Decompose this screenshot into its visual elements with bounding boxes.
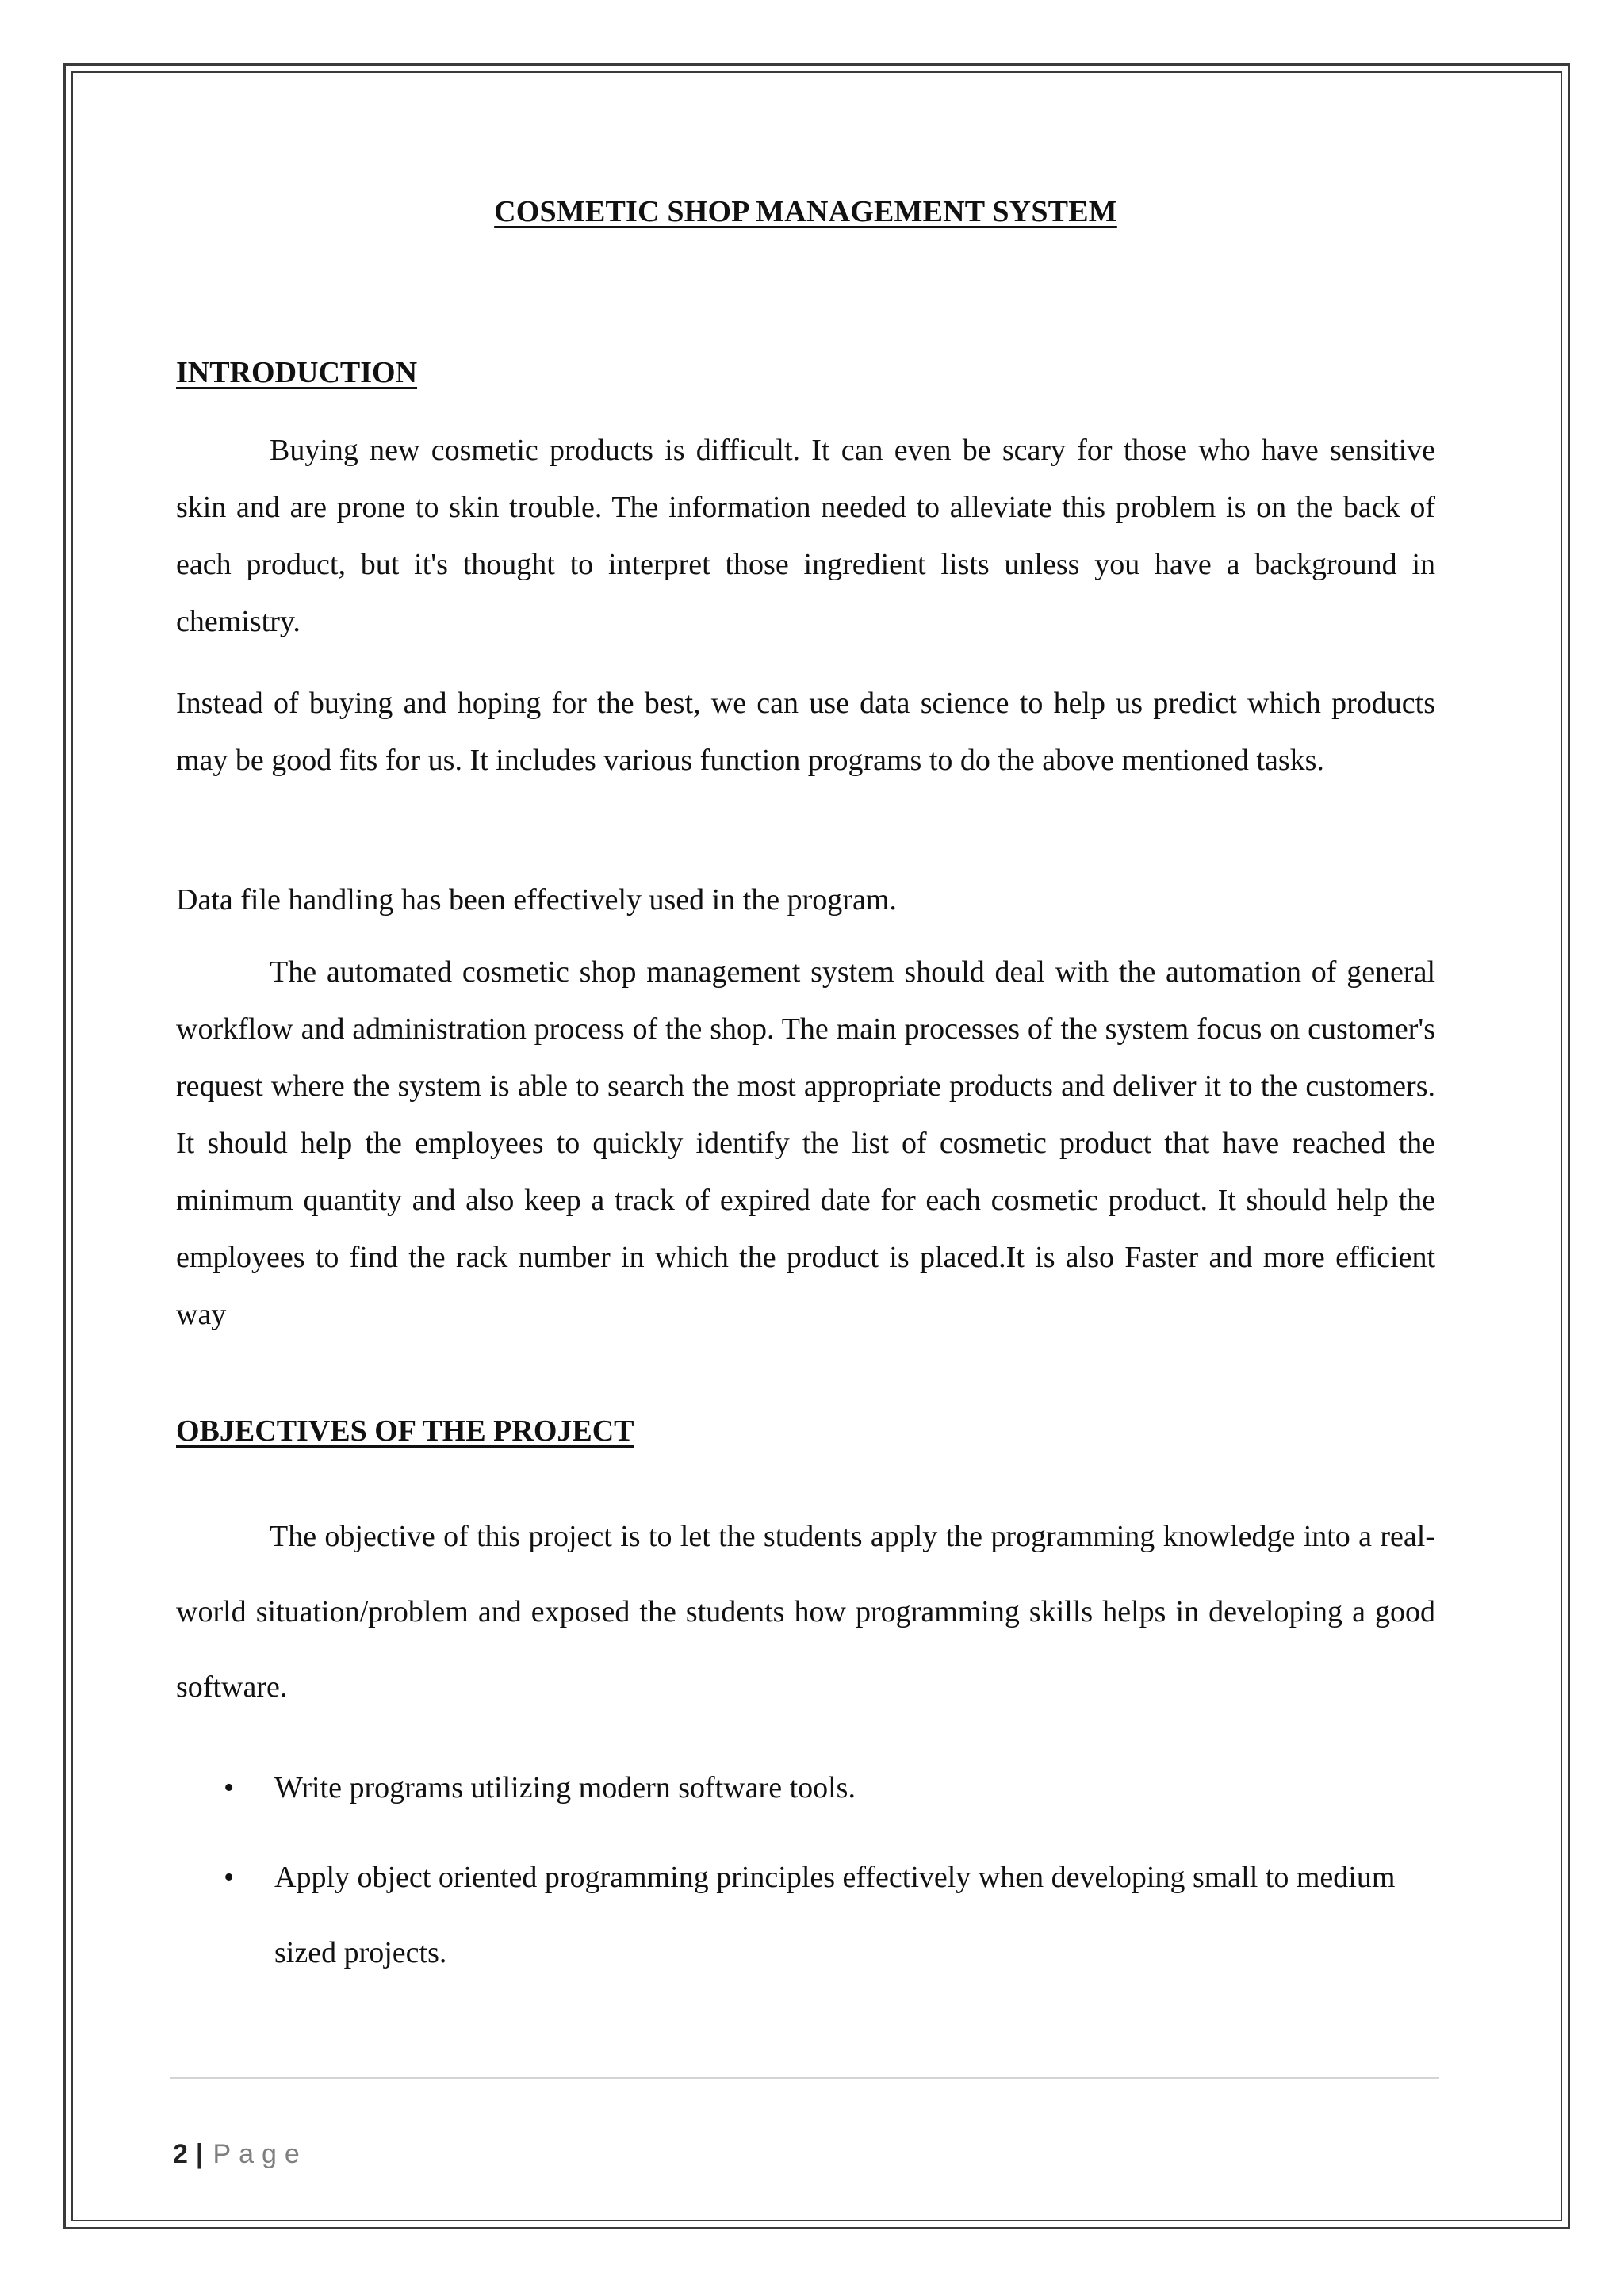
objectives-bullet-list	[176, 1751, 1435, 2005]
objectives-paragraph: The objective of this project is to let the students apply the programming knowledge into a real- world situation/problem and exposed the students how programming skills helps in developing a good software.	[176, 1520, 1435, 1704]
introduction-paragraph-4: The automated cosmetic shop management system should deal with the automation of general workflow and administration process of the shop. The main processes of the system focus on customer's request where the system is able to search the most appropriate products and deliver it to the customers. It should help the employees to quickly identify the list of cosmetic product that have reached the minimum quantity and also keep a track of expired date for each cosmetic product. It should help the employees to find the rack number in which the product is placed.It is also Faster and more efficient way	[176, 955, 1435, 1331]
bullet-icon: •	[224, 1861, 235, 1894]
list-item	[176, 1840, 1435, 1991]
page-footer	[173, 2139, 308, 2170]
introduction-paragraph-1: Buying new cosmetic products is difficult. It can even be scary for those who have sensitive skin and are prone to skin trouble. The information needed to alleviate this problem is on the back of each product, but it's thought to interpret those ingredient lists unless you have a background in chemistry.	[176, 434, 1435, 638]
list-item	[176, 1751, 1435, 1826]
bullet-text: Write programs utilizing modern software tools.	[274, 1771, 856, 1804]
page-label: Page	[213, 2139, 308, 2169]
introduction-paragraph-3: Data file handling has been effectively used in the program.	[176, 883, 897, 916]
introduction-paragraph-2: Instead of buying and hoping for the best, we can use data science to help us predict which products may be good fits for us. It includes various function programs to do the above mentioned tasks.	[176, 687, 1435, 777]
bullet-icon: •	[224, 1771, 235, 1804]
document-title: COSMETIC SHOP MANAGEMENT SYSTEM	[494, 195, 1117, 228]
footer-separator: |	[195, 2139, 204, 2169]
page-number: 2	[173, 2139, 188, 2169]
footer-divider	[170, 2077, 1439, 2079]
introduction-heading: INTRODUCTION	[176, 356, 418, 389]
bullet-text: Apply object oriented programming principles effectively when developing small to medium sized projects.	[274, 1861, 1396, 1969]
objectives-heading: OBJECTIVES OF THE PROJECT	[176, 1414, 634, 1448]
